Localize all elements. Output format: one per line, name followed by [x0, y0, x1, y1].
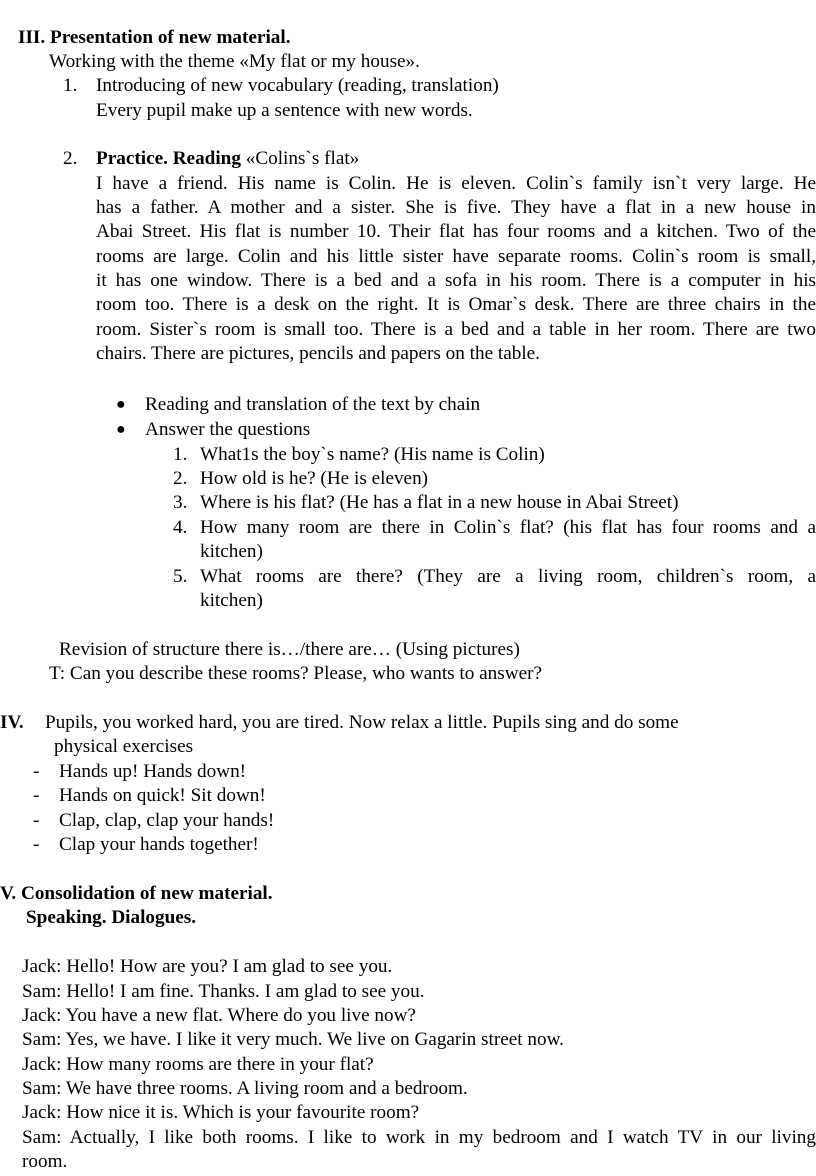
dialogue-line: Jack: You have a new flat. Where do you live now?	[22, 1005, 416, 1026]
item-1-title: Introducing of new vocabulary (reading, translation)	[96, 75, 499, 96]
dialogue-line: Sam: Yes, we have. I like it very much. We live on Gagarin street now.	[22, 1029, 564, 1050]
section-5-subheading: Speaking. Dialogues.	[26, 907, 197, 928]
question-text: How many room are there in Colin`s flat? (his flat has four rooms and a	[200, 517, 816, 538]
question-text: What rooms are there? (They are a living room, children`s room, a	[200, 566, 816, 587]
question-number: 2.	[173, 468, 188, 489]
exercise-item: Clap, clap, clap your hands!	[59, 810, 275, 831]
exercise-item: Hands on quick! Sit down!	[59, 785, 266, 806]
reading-text-line: rooms are large. Colin and his little sister have separate rooms. Colin`s room is small,	[96, 246, 816, 267]
reading-text-line: room too. There is a desk on the right. It is Omar`s desk. There are three chairs in the	[96, 294, 816, 315]
question-text: What1s the boy`s name? (His name is Colin)	[200, 444, 545, 465]
dash-marker: -	[33, 761, 40, 782]
question-number: 3.	[173, 492, 188, 513]
reading-text-line: has a father. A mother and a sister. She is five. They have a flat in a new house in	[96, 197, 816, 218]
bullet-item: Reading and translation of the text by chain	[145, 394, 481, 415]
reading-text-line: I have a friend. His name is Colin. He is eleven. Colin`s family isn`t very large. He	[96, 173, 816, 194]
teacher-line: T: Can you describe these rooms? Please, who wants to answer?	[49, 663, 542, 684]
dash-marker: -	[33, 785, 40, 806]
dialogue-line: Sam: Actually, I like both rooms. I like to work in my bedroom and I watch TV in our living	[22, 1127, 816, 1148]
exercise-item: Hands up! Hands down!	[59, 761, 247, 782]
question-number: 4.	[173, 517, 188, 538]
reading-text-line: it has one window. There is a bed and a sofa in his room. There is a computer in his	[96, 270, 816, 291]
theme-line: Working with the theme «My flat or my house».	[49, 51, 420, 72]
bullet-icon: ●	[116, 396, 126, 413]
dialogue-line: Jack: How many rooms are there in your flat?	[22, 1054, 374, 1075]
bullet-icon: ●	[116, 421, 126, 438]
reading-text-line: Abai Street. His flat is number 10. Their flat has four rooms and a kitchen. Two of the	[96, 221, 816, 242]
item-2-title-rest: «Colins`s flat»	[240, 148, 360, 169]
item-1-number: 1.	[63, 75, 78, 96]
question-text: Where is his flat? (He has a flat in a new house in Abai Street)	[200, 492, 679, 513]
question-text-continued: kitchen)	[200, 590, 263, 611]
dialogue-line: Sam: We have three rooms. A living room and a bedroom.	[22, 1078, 468, 1099]
item-2-number: 2.	[63, 148, 78, 169]
item-1-note: Every pupil make up a sentence with new words.	[96, 100, 473, 121]
section-4-label: IV.	[0, 712, 24, 733]
item-2-title-bold: Practice. Reading	[96, 148, 241, 169]
reading-text-line: chairs. There are pictures, pencils and papers on the table.	[96, 343, 540, 364]
revision-line: Revision of structure there is…/there are… (Using pictures)	[59, 639, 520, 660]
question-text: How old is he? (He is eleven)	[200, 468, 429, 489]
section-3-heading: III. Presentation of new material.	[18, 27, 291, 48]
dialogue-line: Sam: Hello! I am fine. Thanks. I am glad to see you.	[22, 981, 425, 1002]
question-number: 5.	[173, 566, 188, 587]
section-5-heading: V. Consolidation of new material.	[0, 883, 273, 904]
section-4-text-continued: physical exercises	[54, 736, 194, 757]
item-2-title	[96, 147, 359, 171]
dash-marker: -	[33, 834, 40, 855]
dialogue-line: Jack: How nice it is. Which is your favourite room?	[22, 1102, 420, 1123]
question-text-continued: kitchen)	[200, 541, 263, 562]
bullet-item: Answer the questions	[145, 419, 311, 440]
question-number: 1.	[173, 444, 188, 465]
reading-text-line: room. Sister`s room is small too. There is a bed and a table in her room. There are two	[96, 319, 816, 340]
exercise-item: Clap your hands together!	[59, 834, 259, 855]
dialogue-line: Jack: Hello! How are you? I am glad to see you.	[22, 956, 393, 977]
dialogue-line-continued: room.	[22, 1151, 68, 1172]
dash-marker: -	[33, 810, 40, 831]
section-4-text: Pupils, you worked hard, you are tired. Now relax a little. Pupils sing and do some	[45, 712, 679, 733]
